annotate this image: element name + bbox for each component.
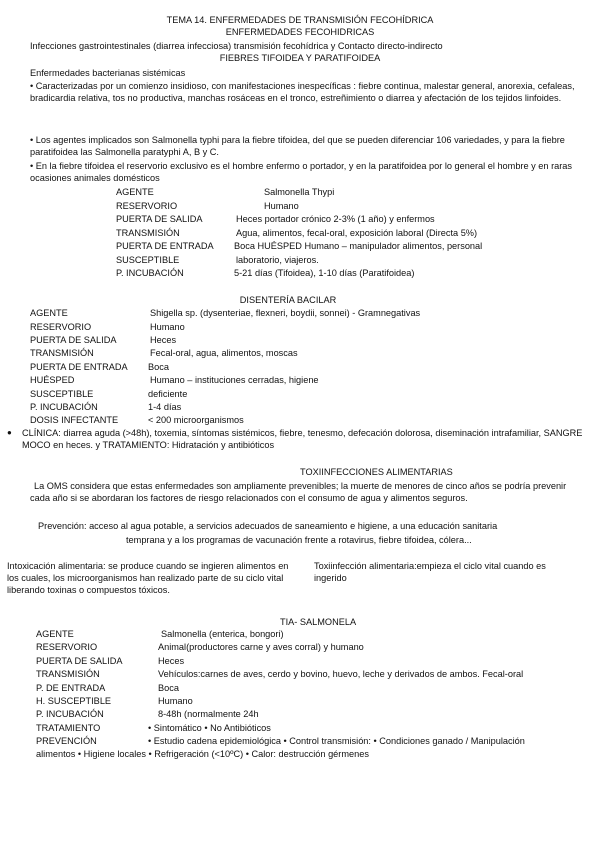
bullet-icon: ● bbox=[7, 428, 12, 437]
row-value: 5-21 días (Tifoidea), 1-10 días (Paratifoidea) bbox=[234, 268, 415, 278]
row-label: AGENTE bbox=[116, 187, 154, 197]
paragraph-clinica: CLÍNICA: diarrea aguda (>48h), toxemia, síntomas sistémicos, fiebre, tenesmo, defecación dolorosa, diseminación intrafamiliar, SANGRE MOCO en heces. y TRATAMIENTO: Hidratación y antibióticos bbox=[22, 428, 583, 451]
row-value: 8-48h (normalmente 24h bbox=[158, 709, 259, 719]
row-label: TRANSMISIÓN bbox=[30, 348, 94, 358]
paragraph-reservorio: • En la fiebre tifoidea el reservorio exclusivo es el hombre enfermo o portador, y en la paratifoidea por lo general el hombre y en raras ocasiones animales domésticos bbox=[30, 161, 572, 184]
row-value: laboratorio, viajeros. bbox=[236, 255, 319, 265]
row-value: Vehículos:carnes de aves, cerdo y bovino, huevo, leche y derivados de ambos. Fecal-oral bbox=[158, 669, 524, 679]
row-label: AGENTE bbox=[30, 308, 68, 318]
row-value: Humano bbox=[158, 696, 193, 706]
row-label: PREVENCIÓN bbox=[36, 736, 97, 746]
section-heading-fiebres: FIEBRES TIFOIDEA Y PARATIFOIDEA bbox=[219, 53, 381, 63]
paragraph-prevencion: Prevención: acceso al agua potable, a servicios adecuados de saneamiento e higiene, a una educación sanitaria bbox=[38, 521, 498, 531]
row-value: < 200 microorganismos bbox=[148, 415, 244, 425]
row-label: H. SUSCEPTIBLE bbox=[36, 696, 112, 706]
row-value: Humano – instituciones cerradas, higiene bbox=[150, 375, 319, 385]
row-value: Boca bbox=[148, 362, 169, 372]
row-value: Agua, alimentos, fecal-oral, exposición laboral (Directa 5%) bbox=[236, 228, 478, 238]
row-value: Boca bbox=[158, 683, 179, 693]
paragraph-prevencion-cont: temprana y a los programas de vacunación frente a rotavirus, fiebre tifoidea, cólera... bbox=[126, 535, 472, 545]
row-value: Animal(productores carne y aves corral) y humano bbox=[158, 642, 364, 652]
section-heading-bacterianas: Enfermedades bacterianas sistémicas bbox=[30, 68, 186, 78]
paragraph-oms: La OMS considera que estas enfermedades son ampliamente prevenibles; la muerte de menores de cinco años se podría prevenir cada año si se abordaran los factores de riesgo relacionados con el consumo de agua y alimentos seguros. bbox=[30, 481, 567, 504]
row-label: PUERTA DE ENTRADA bbox=[116, 241, 214, 251]
row-label: DOSIS INFECTANTE bbox=[30, 415, 119, 425]
paragraph-caracteristicas: • Caracterizadas por un comienzo insidioso, con manifestaciones inespecíficas : fiebre continua, malestar general, anorexia, cefaleas, bradicardia relativa, tos no productiva, manchas rosáceas en el tronco, estreñimiento o diarrea y afectación de los tejidos linfoides. bbox=[30, 81, 575, 104]
paragraph-agentes: • Los agentes implicados son Salmonella typhi para la fiebre tifoidea, del que se pueden diferenciar 106 variedades, y para la fiebre paratifoidea las Salmonella paratyphi A, B y C. bbox=[30, 135, 565, 158]
row-value: Heces bbox=[150, 335, 177, 345]
row-label: SUSCEPTIBLE bbox=[30, 389, 94, 399]
row-label: PUERTA DE SALIDA bbox=[116, 214, 203, 224]
row-label: RESERVORIO bbox=[116, 201, 178, 211]
row-label: P. INCUBACIÓN bbox=[116, 268, 184, 278]
row-value: deficiente bbox=[148, 389, 188, 399]
row-value: Boca HUÉSPED Humano – manipulador alimentos, personal bbox=[234, 241, 483, 251]
row-label: SUSCEPTIBLE bbox=[116, 255, 180, 265]
row-label: AGENTE bbox=[36, 629, 74, 639]
row-value: Heces bbox=[158, 656, 185, 666]
row-label: TRANSMISIÓN bbox=[116, 228, 180, 238]
row-label: RESERVORIO bbox=[36, 642, 98, 652]
row-label: HUÉSPED bbox=[30, 375, 75, 385]
definition-toxiinfeccion: Toxiinfección alimentaria:empieza el ciclo vital cuando es ingerido bbox=[314, 561, 546, 584]
row-value: Salmonella (enterica, bongori) bbox=[161, 629, 284, 639]
row-value: • Sintomático • No Antibióticos bbox=[148, 723, 271, 733]
row-value: Shigella sp. (dysenteriae, flexneri, boydii, sonnei) - Gramnegativas bbox=[150, 308, 421, 318]
section-heading-tia-salmonela: TIA- SALMONELA bbox=[280, 617, 357, 627]
row-label: PUERTA DE SALIDA bbox=[36, 656, 123, 666]
row-value: Salmonella Thypi bbox=[264, 187, 335, 197]
row-label: TRANSMISIÓN bbox=[36, 669, 100, 679]
row-value: 1-4 días bbox=[148, 402, 182, 412]
row-value: Heces portador crónico 2-3% (1 año) y enfermos bbox=[236, 214, 435, 224]
row-label: P. INCUBACIÓN bbox=[36, 709, 104, 719]
row-value: • Estudio cadena epidemiológica • Control transmisión: • Condiciones ganado / Manipulación bbox=[148, 736, 525, 746]
row-label: P. INCUBACIÓN bbox=[30, 402, 98, 412]
intro-line: Infecciones gastrointestinales (diarrea infecciosa) transmisión fecohídrica y Contacto directo-indirecto bbox=[30, 41, 443, 51]
prevencion-continuation: alimentos • Higiene locales • Refrigeración (<10ºC) • Calor: destrucción gérmenes bbox=[36, 749, 369, 759]
row-label: RESERVORIO bbox=[30, 322, 92, 332]
row-label: P. DE ENTRADA bbox=[36, 683, 106, 693]
section-heading-disenteria: DISENTERÍA BACILAR bbox=[239, 295, 337, 305]
row-label: PUERTA DE ENTRADA bbox=[30, 362, 128, 372]
row-value: Humano bbox=[264, 201, 299, 211]
page-subtitle: ENFERMEDADES FECOHIDRICAS bbox=[225, 27, 375, 37]
section-heading-toxiinfecciones: TOXIINFECCIONES ALIMENTARIAS bbox=[300, 467, 453, 477]
definition-intoxicacion: Intoxicación alimentaria: se produce cuando se ingieren alimentos en los cuales, los microorganismos han realizado parte de su ciclo vital liberando toxinas o compuestos tóxicos. bbox=[7, 561, 289, 596]
row-value: Fecal-oral, agua, alimentos, moscas bbox=[150, 348, 298, 358]
row-label: TRATAMIENTO bbox=[36, 723, 101, 733]
page-title: TEMA 14. ENFERMEDADES DE TRANSMISIÓN FECOHÍDRICA bbox=[166, 15, 434, 25]
row-value: Humano bbox=[150, 322, 185, 332]
row-label: PUERTA DE SALIDA bbox=[30, 335, 117, 345]
